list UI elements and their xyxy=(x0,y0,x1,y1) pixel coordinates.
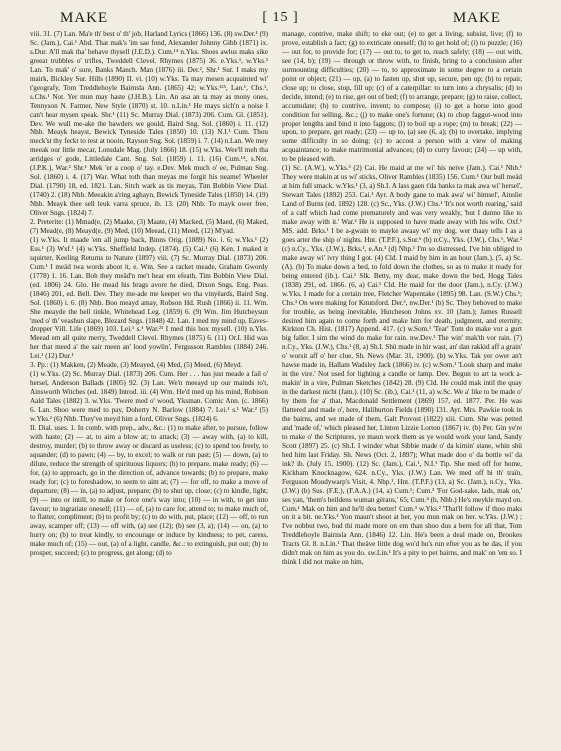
entry-paragraph: 3. Pp.: (1) Makken, (2) Meade, (3) Meayed, (4) Med, (5) Meed, (6) Meyd. xyxy=(30,361,243,370)
entry-paragraph: (1) w.Yks. (2) Sc. Murray Dial. (1873) 206. Cum. Her . . . has just meade a fail o' hersel, Anderson Ballads (1805) 92. (3) Lan. We'n meeayd up our mainds to't, Ainsworth Witches (ed. 1849) Introd. iii. (4) Wm. He'd med up his mind, Robison Aald Tales (1882) 3. w.Yks. 'Twere med o' wood, Yksman. Comic Ann. (c. 1866) 6. Lan. Shoo were med to pay, Doherty N. Barlow (1884) 7. Lei.¹ s.¹ War.² (5) w.Yks.² (6) Nhb. They've meyd him a ford, Oliver Sngs. (1824) 6. xyxy=(30,370,268,423)
entry-paragraph: (1) Sc. (A.W.), w.Yks.³ (2) Cai. He maid at me wi' his neive (Jam.). Cai.¹ Nhb.¹ They were makin at us wi' sticks, Oliver Rambles (1835) 156. Cum.¹ Our bull meäd at him full smack. w.Yks.¹ (3, a) Sh.I. A lass gaen t'da banks ta mak awa wi' hersel', Stewart Tales (1892) 253. Cai.¹ Ayr. A body gane to mak awa' wi' himsel', Ainslie Land of Burns (ed. 1892) 128. (c) Sc., Yks. (J.W.) Chs.¹ 'It's not worth rearing,' said of a calf which had come prematurely and was very weakly, 'but I dunno like to make away with it.' War.² He is supposed to have made away with his wife. Oxf.¹ MS. add. Brks.¹ I be a-gwain to mayke awaay wi' my dog, wer thaay tells I as a goes arter the ship o' nights. Hnt. (T.P.F.), s.Sur.⁶ (b) n.Cy., Yks. (J.W.), Chs.¹, War.² (c) n.Cy., Yks. (J.W.), Brks.¹, e.An.³ (d) Nhp.¹ I'm so distressed, I've bin obliged to make away wi' ivry thing I got. (4) Cld. I maid by him in an hour (Jam.). (5, a) Sc. (A). (b) To make down a bed, to fold down the clothes, so as to make it ready for being entered (ib.). Cai.¹ Slk. Betty, my dear, make down the bed, Hogg Tales (1838) 291, ed. 1866. (6, a) Cai.¹ Cld. He maid for the door (Jam.), n.Cy. (J.W.) w.Yks. I made for a certain tree, Fletcher Wapentake (1895) 98. Lan. (S.W.) Chs.¹; Chs.³ On were making for Knutsford. Der.², nw.Der.¹ (b) Sc. They behoved to make for trouble, as being inevitable, Hutcheson Johns xv. 10 (Jam.); James Russell desired him again to come forth and make him for death, judgment, and eternity, Kirkton Ch. Hist. (1817) Append. 417. (c) w.Som.¹ 'Tear' Tom do make vor a gurt big faller. I sim the wind do make for rain. nw.Dev.¹ The win' mak'th vor rain. (7) n.Cy., Yks. (J.W.), Chs.¹ (8, a) Sh.I. Shü made in hir wast, an' dan rakkid aff a grain' o' worsit aff o' her clue, Sh. News (Mar. 31, 1900). (b) w.Yks. Tak yer ower an't hawse made in, Hallam Wadsley Jack (1866) iv. (c) w.Som.¹ 'Look sharp and make in the vire.' Not used for lighting a candle or lamp. Dev. Begun to art ta work a-makin' in a vire, Pulman Sketches (1842) 28. (9) Cld. He could mak intil the quay in the darkest nicht (Jam.). (10) Sc. (ib.), Cai.¹ (11, a) w.Sc. We a' like to be made o' by them for a' that, Macdonald Settlement (1869) 157, ed. 1877. Per. He was flattered and made o', here, Haliburton Fields (1890) 131. Ayr. Mrs. Pawkie took in the bairns, and we made of them, Galt Provost (1822) xiii. Cum. She was petted and 'made of,' which pleased her, Linton Lizzie Lorton (1867) iv. (b) Per. Gin ye're to make o' the Scriptures, ye maun work them as ye would work your land, Sandy Scott (1897) 25. (c) Sh.I. I winder what Sibbie made o' da kirnin' stane, whin shü hed him last Friday. Sh. News (Oct. 2, 1897); What made doo o' da bottle wi' da ink? ib. (July 15, 1900). (12) Sc. (Jam.), Cai.¹, N.I.¹ Tip. She med off for home, Kickham Knocknagow, 624. n.Cy., Yks. (J.W.) Lan. We med off bi th' traïn, Ferguson Moudywarp's Visit, 4. Nhp.¹, Hnt. (T.P.F.) (13, a) Sc. (Jam.), n.Cy., Yks. (J.W.) (b) Sus. (F.E.), (F.A.A.) (14, a) Cum.¹; Cum.³ 'For God-sake, lads, mak on,' ses yan, 'them's heildens wuman gërans,' 65; Cum.⁴ (b, Nhb.) He's meykle mayd on. Cum.¹ Mak on him and he'll dea better! Cum.³ w.Yks.² 'That'll follow if thoo maks on it a bit. ne.Yks.¹ Yon maun't shoot at her, you mun mak on her. w.Yks. (J.W.) ; I've nobbut two, bud thi made more on em than shoo dus a bern for all that, Tom Treddlehoyle Bairnsla Ann. (1846) 12. Lin. He's been a deal made on, Brookes Tracts Gl. 8. n.Lin.¹ That theäve little dog wo'd hu's run efter you as he das, if you didn't mak on him as you do. sw.Lin.¹ It's a pity to pet bairns, and mak' on 'em so. I think I did not make on him, xyxy=(282,164,522,567)
entry-paragraph: II. Dial. uses. 1. In comb. with prep., adv., &c.: (1) to make after, to pursue, follow with haste; (2) — at, to aim a blow at; to attack; (3) — away with, (a) to kill, destroy, murder; (b) to throw away or discard as useless; (c) to spend too freely, to squander; (d) to pawn; (4) — by, to excel; to walk or run past; (5) — down, (a) to dilute, reduce the strength of spirituous liquors; (b) to prepare, make ready; (6) — for, (a) to approach, go in the direction of, advance towards; (b) to prepare, make ready for; (c) to foreshadow, to seem to aim at; (7) — for off, to make a move of departure; (8) — in, (a) to adjust, prepare; (b) to shut up, close; (c) to kindle, light; (9) — into or intill, to make or force one's way into; (10) — in with, to get into favour; to ingratiate oneself; (11) — of, (a) to care for, attend to; to make much of, to flatter, compliment; (b) to profit by; (c) to do with, put, place; (12) — off, to run away, scamper off; (13) — off with, (a) see (12); (b) see (3, a); (14) — on, (a) to hurry on; (b) to treat kindly, to encourage or induce by kindness; to pet, caress, make much of; (15) — out, (a) of a light, candle, &c.: to extinguish, put out; (b) to prosper, succeed; (c) to progress, get along; (d) to xyxy=(30,423,268,558)
entry-paragraph: viii. 31. (7) Lan. Ma'e th' best o' th' job, Harland Lyrics (1866) 136. (8) sw.Der.¹ (9) Sc. (Jam.), Cai.¹ Abd. That mak's 'im sae fond, Alexander Johnny Gibb (1871) ix. s.Dur. A'll mak tha' behave thysell (J.E.D.). Cum.¹⁴ n.Yks. Shoes awlus maks sike greeat trubbles o' trifles, Tweddell Clevel. Rhymes (1875) 36. e.Yks.¹, w.Yks.² Lan. To mak' o' sure, Banks Manch. Man (1876) iii. Der.², Shr.¹ Sur. I maks my mairk, Bickley Sur. Hills (1890) II. vi. (10) w.Yks. Ta may mesen acquainted wi' t'geografy, Tom Treddlehoyle Bairnsla Ann. (1865) 42; w.Yks.¹²⁵, Lan.¹, Chs.¹, s.Chs.¹ Not. Yer mun may haste (J.H.B.). Lin. An asa an ta may as mony ones, Tennyson N. Farmer, New Style (1870) st. 10. n.Lin.¹ He mays sich'n a noise I can't hear mysen speak. Shr.¹ (11) Sc. Murray Dial. (1873) 206. Cum. Gl. (1851). Dev. We wull me-ake the bawders we gould, Baird Sng. Sol. (1860) i. 11. (12) Nhb. Meayk heayst, Bewick Tyneside Tales (1850) 10. (13) N.I.¹ Cum. Thou meck'st thy feckt to rest at nooin, Rayson Sng. Sol. (1859) i. 7. (14) n.Lan. We mey meeak our little mecar, Lonsdale Mag. (July 1866) 18. (15) w.Yks. Wee'll meh tha arridges o' gode, Littledale Cant. Sng. Sol. (1859) i. 11. (16) Cum.¹⁴, s.Not. (J.P.K.), War.² Shr.¹ Mek 'er a coop o' tay. e.Dev. Mek much o' ee, Pulman Sng. Sol. (1860) i. 4. (17) War. What toth than meyas me forgit his neame! Wheeler Dial. (1790) 18, ed. 1821. Lan. Sitch wark as tis meyas, Tim Bobbin View Dial. (1740) 2. (18) Nhb. Meeakin a'ring aghayn, Bewick Tyneside Tales (1850) 14. (19) Nhb. Meayk thee sell leuk varra spruce, ib. 13. (20) Nhb. To mayk ower free, Oliver Sngs. (1824) 7. xyxy=(30,30,268,218)
left-column xyxy=(30,30,268,746)
entry-paragraph: 2. Preterite: (1) Mmad(e, (2) Maake, (3) Maate, (4) Macked, (5) Maed, (6) Maked, (7) Mead(e, (8) Meayd(e, (9) Med, (10) Meead, (11) Meed, (12) M'yad. xyxy=(30,218,268,235)
page-header xyxy=(26,6,535,30)
running-head-left: MAKE xyxy=(60,10,109,26)
right-column xyxy=(282,30,522,746)
page-number: [ 15 ] xyxy=(262,10,299,25)
running-head-right: MAKE xyxy=(452,10,501,26)
entry-paragraph: manage, contrive, make shift; to eke out; (e) to get a living, subsist, live; (f) to prove, establish a fact; (g) to extricate oneself; (h) to get hold of; (i) to puzzle; (16) — out for, to provide for; (17) — out to, to get to, reach safely; (18) — out with, see (14, b); (19) — through or throw with, to finish, bring to a conclusion after surmounting difficulties; (20) — to, to approximate in some degree to a certain point or object; (21) — up, (a) to fasten up, shut up, secure, pen up; (b) to repair, close up; to close, stop, fill up; (c) of a caterpillar: to turn into a chrysalis; (d) to decide, intend; (e) to rise, get out of bed; (f) to arrange, prepare; (g) to raise, collect, accumulate; (h) to contrive, invent; to compose; (i) to get a horse into good condition for selling, &c.; (j) to make one's fortune; (k) to chop faggot-wood into proper lengths and bind it into faggots; (l) to boil up a rope; (m) to break; (22) — upon, to prepare, get ready; (23) — up to, (a) see (6, a); (b) to overtake, implying some difficulty in so doing; (c) to accost a person with a view of making acquaintance; to make matrimonial advances; (d) to curry favour; (24) — up with, to be pleased with. xyxy=(282,30,522,164)
entry-paragraph: (1) w.Yks. It maade 'em all jump back, Binns Orig. (1889) No. i. 6; w.Yks.¹ (2) Ess.¹ (3) Wxf.¹ (4) w.Yks. Sheffield Indep. (1874). (5) Cai.¹ (6) Ken. I maked it squirter, Keeling Returns to Nature (1897) viii. (7) Sc. Murray Dial. (1873) 206. Cum.¹ I meäd twa words aboot it, e. Wm. See a racket meade, Graham Gwordy (1778) 1. 16. Lan. Boh they meäd'n me't hear em efeath, Tim Bobbin View Dial. (ed. 1806) 24. Glo. He mead his brags avore he died, Dixon Sngs. Eng. Peas. (1846) 201, ed. Bell. Dev. They me-ade me keeper wo tha vinyëards, Baird Sng. Sol. (1860) i. 6. (8) Nhb. Boo meayd amay, Robson Hd. Rush (1866) ii. 11. Wm. She meayde the bell tinkle, Whitehead Leg. (1859) 6. (9) Wm. Jim Hutcheysun 'med o' th' veashun slape, Blezard Sngs. (1848) 42. Lan. I med my mind up, Eaves-dropper Vill. Life (1869) 103. Lei.¹ s.¹ War.²³ I med this box mysell. (10) n.Yks. Meead em all quite merry, Tweddell Clevel. Rhymes (1875) 6. (11) Or.I. Hid was her that meed a' the sair meen an' lood yowlin', Fergusson Rambles (1884) 246. Lei.¹ (12) Dur.¹ xyxy=(30,235,268,361)
